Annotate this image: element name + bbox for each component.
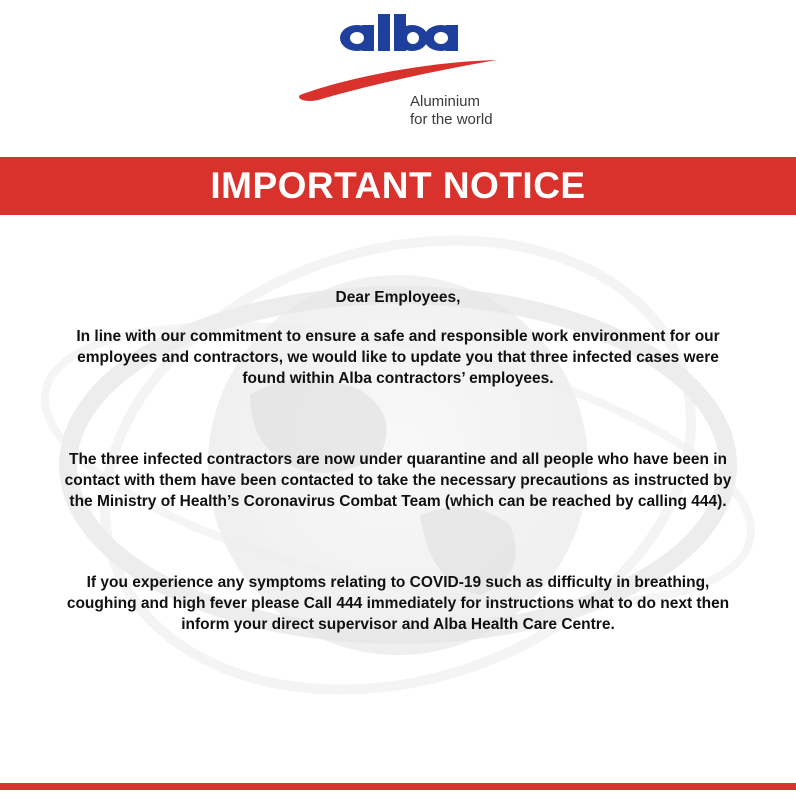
notice-paragraph-2: The three infected contractors are now under quarantine and all people who have been in contact with them have been contacted to take the necessary precautions as instructed by the Ministry of Health’s Coronavirus Combat Team (which can be reached by calling 444). <box>64 451 732 510</box>
header-logo-area <box>0 0 796 150</box>
notice-body <box>60 287 736 635</box>
greeting: Dear Employees, <box>335 289 461 306</box>
footer-red-line <box>0 783 796 790</box>
alba-logo <box>0 0 796 150</box>
tagline-line-1: Aluminium <box>410 93 481 110</box>
notice-banner <box>0 157 796 215</box>
banner-title: IMPORTANT NOTICE <box>210 165 586 206</box>
tagline-line-2: for the world <box>410 111 493 128</box>
notice-paragraph-1: In line with our commitment to ensure a safe and responsible work environment for our employees and contractors, we would like to update you that three infected cases were found within Alba contractors’ employees. <box>76 328 720 387</box>
logo-tagline <box>410 93 493 129</box>
notice-paragraph-3: If you experience any symptoms relating to COVID-19 such as difficulty in breathing, coughing and high fever please Call 444 immediately for instructions what to do next then inform your direct supervisor and Alba Health Care Centre. <box>66 574 730 633</box>
alba-wordmark <box>340 14 458 51</box>
